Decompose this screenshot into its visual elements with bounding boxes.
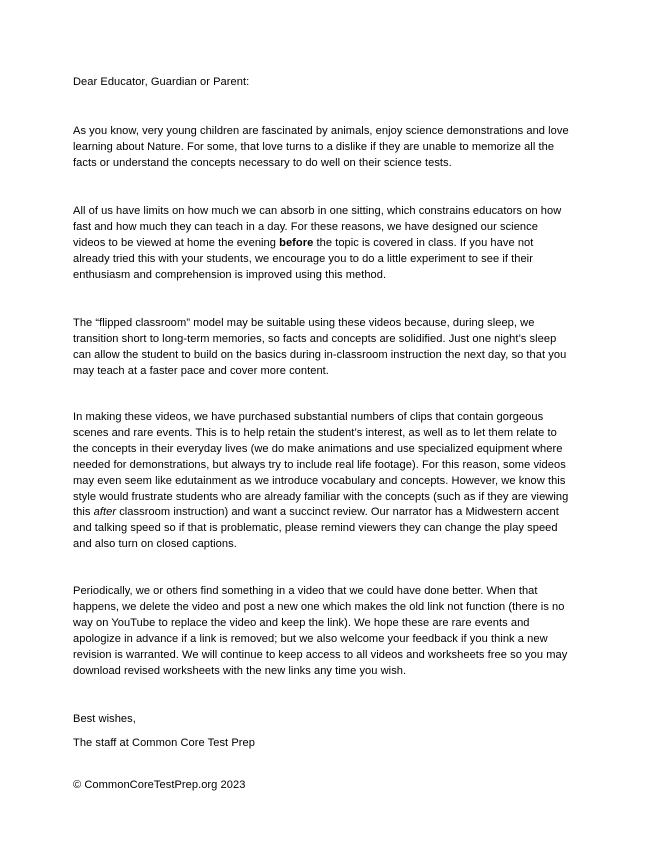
closing: Best wishes, [73, 713, 136, 725]
paragraph-video-production-text-1: In making these videos, we have purchased substantial numbers of clips that contain gorgeous scenes and rare events. This is to help retain the student’s interest, as well as to let them relate to the concepts in their everyday lives (we do make animations and use specialized equipment where needed for demonstrations, but always try to include real life footage). For this reason, some videos may even seem like edutainment as we introduce vocabulary and concepts. However, we know this style would frustrate students who are already familiar with the concepts (such as if they are viewing this [73, 411, 569, 519]
paragraph-video-production [73, 410, 573, 553]
paragraph-learning-limits-text-1: All of us have limits on how much we can absorb in one sitting, which constrains educators on how fast and how much they can teach in a day. For these reasons, we have designed our science videos to be viewed at home the evening [73, 205, 562, 249]
copyright-notice: © CommonCoreTestPrep.org 2023 [73, 779, 246, 791]
salutation: Dear Educator, Guardian or Parent: [73, 76, 250, 88]
paragraph-learning-limits [73, 204, 573, 284]
emphasis-before: before [279, 236, 314, 249]
paragraph-video-updates: Periodically, we or others find something in a video that we could have done better. When that happens, we delete the video and post a new one which makes the old link not function (there is no way on YouTube to replace the video and keep the link). We hope these are rare events and apologize in advance if a link is removed; but we also welcome your feedback if you think a new revision is warranted. We will continue to keep access to all videos and worksheets free so you may download revised worksheets with the new links any time you wish. [73, 585, 568, 677]
paragraph-flipped-classroom: The “flipped classroom” model may be suitable using these videos because, during sleep, we transition short to long-term memories, so facts and concepts are solidified. Just one night’s sleep can allow the student to build on the basics during in-classroom instruction the next day, so that you may teach at a faster pace and cover more content. [73, 317, 567, 377]
signature: The staff at Common Core Test Prep [73, 737, 255, 749]
paragraph-video-production-text-2: classroom instruction) and want a succinct review. Our narrator has a Midwestern accent and talking speed so if that is problematic, please remind viewers they can change the play speed and also turn on closed captions. [73, 506, 559, 551]
paragraph-intro: As you know, very young children are fascinated by animals, enjoy science demonstrations and love learning about Nature. For some, that love turns to a dislike if they are unable to memorize all the facts or understand the concepts necessary to do well on their science tests. [73, 125, 569, 169]
emphasis-after: after [93, 506, 117, 519]
paragraph-learning-limits-text-2: the topic is covered in class. If you have not already tried this with your students, we encourage you to do a little experiment to see if their enthusiasm and comprehension is improved using this method. [73, 236, 534, 281]
